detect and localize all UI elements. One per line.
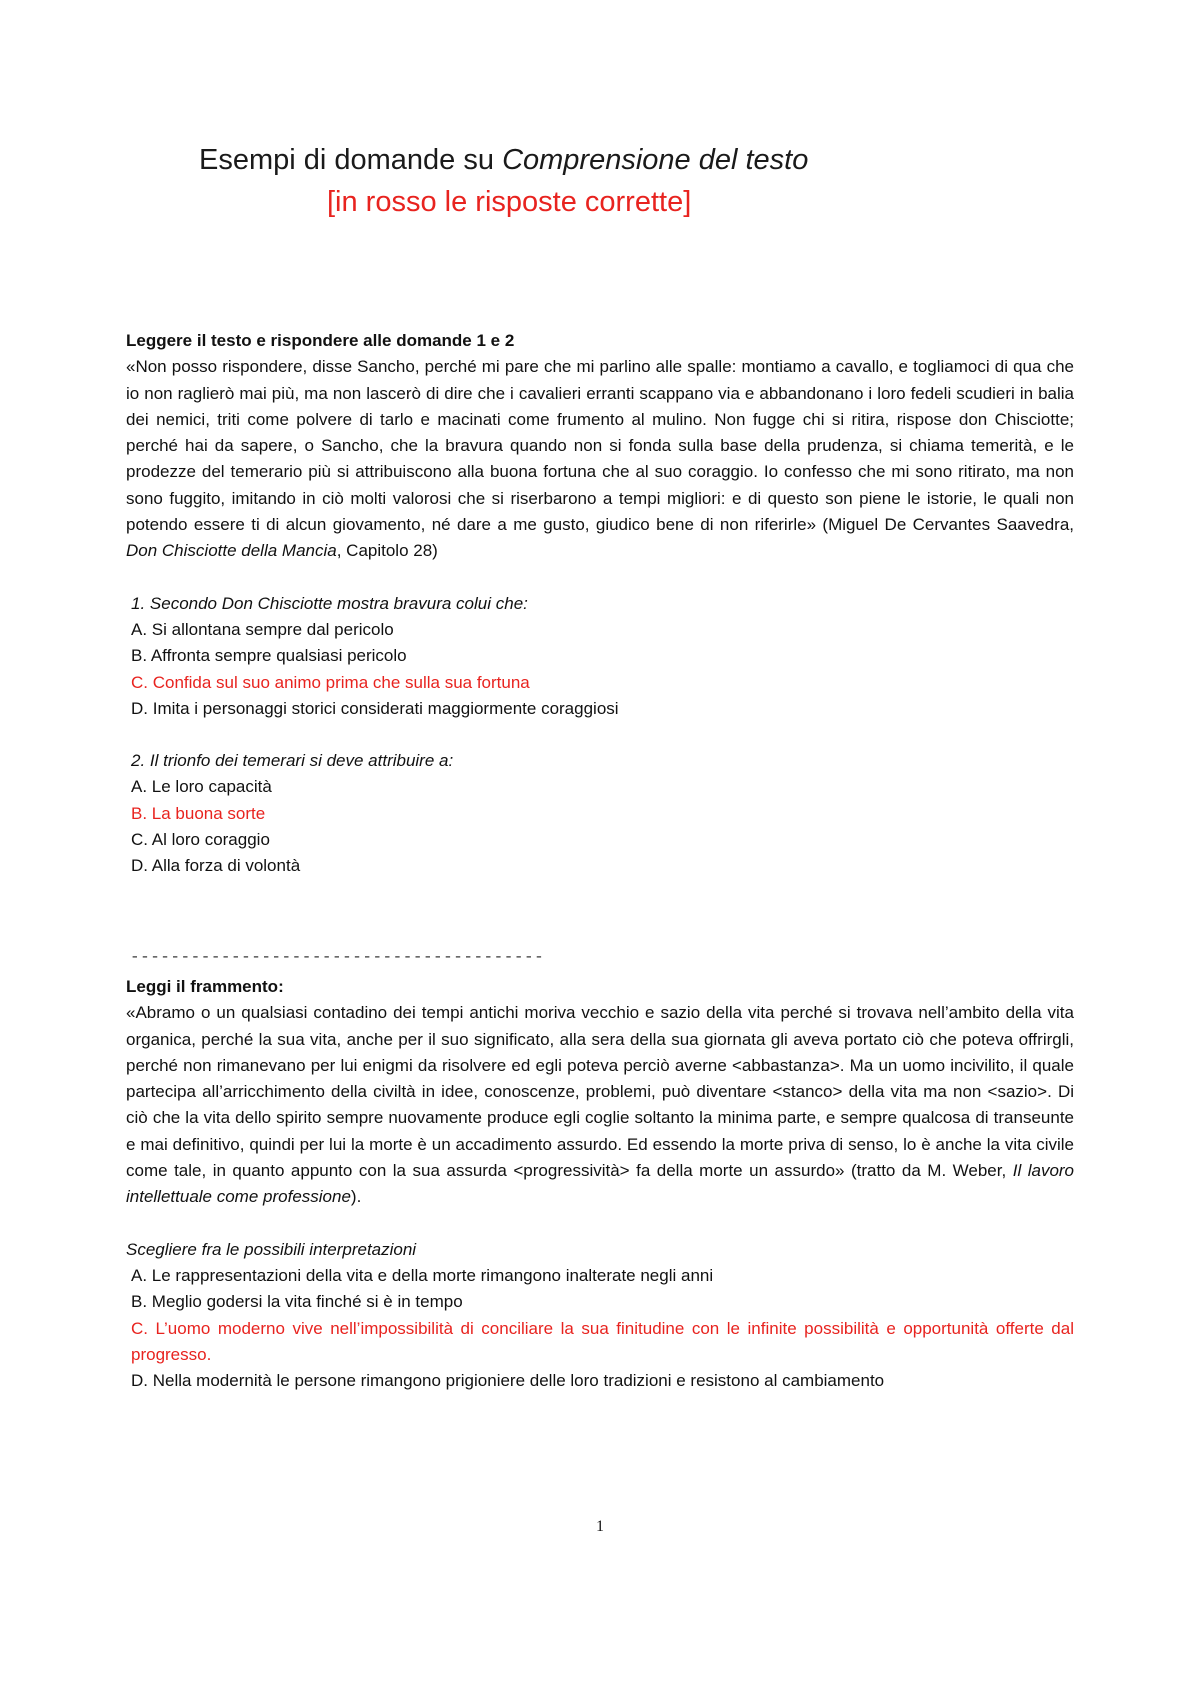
question-2-text: 2. Il trionfo dei temerari si deve attribuire a: <box>131 751 454 771</box>
page-title <box>199 142 808 178</box>
question-3-option-b: B. Meglio godersi la vita finché si è in tempo <box>131 1292 463 1312</box>
citation-prefix: (tratto da M. Weber, <box>844 1161 1013 1181</box>
citation-work: Don Chisciotte della Mancia <box>126 541 337 561</box>
question-1-option-c-correct: C. Confida sul suo animo prima che sulla sua fortuna <box>131 672 530 692</box>
citation-work: Il lavoro intellettuale come professione <box>126 1161 1075 1207</box>
section-2 <box>126 974 1074 1394</box>
question-3-option-a: A. Le rappresentazioni della vita e della morte rimangono inalterate negli anni <box>131 1265 714 1285</box>
question-3-text: Scegliere fra le possibili interpretazioni <box>126 1239 417 1259</box>
passage-text: «Non posso rispondere, disse Sancho, perché mi pare che mi parlino alle spalle: montiamo a cavallo, e togliamoci di qua che io non raglierò mai più, ma non lascerò di dire che i cavalieri erranti scappano via e abbandonano i loro fedeli scudieri in balia dei nemici, triti come polvere di tarlo e macinati come frumento al mulino. Non fugge chi si ritira, rispose don Chisciotte; perché hai da sapere, o Sancho, che la bravura quando non si fonda sulla base della prudenza, si chiama temerità, e le prodezze del temerario più si attribuiscono alla buona fortuna che al suo coraggio. Io confesso che mi sono ritirato, ma non sono fuggito, imitando in ciò molti valorosi che si riserbarono a tempi migliori: e di questo son piene le istorie, le quali non potendo essere ti di alcun giovamento, né dare a me gusto, giudico bene di non riferirle» <box>126 357 1074 535</box>
section-1-heading: Leggere il testo e rispondere alle domande 1 e 2 <box>126 331 515 350</box>
page-number: 1 <box>596 1518 604 1535</box>
question-3-option-c-correct: C. L’uomo moderno vive nell’impossibilità di conciliare la sua finitudine con le infinite possibilità e opportunità offerte dal progresso. <box>131 1318 1074 1364</box>
question-2-option-b-correct: B. La buona sorte <box>131 803 266 823</box>
question-2-option-c: C. Al loro coraggio <box>131 830 270 850</box>
title-emphasis: Comprensione del testo <box>502 144 809 176</box>
title-prefix: Esempi di domande su <box>199 144 503 176</box>
section-1-passage <box>126 354 1074 564</box>
passage-text: «Abramo o un qualsiasi contadino dei tempi antichi moriva vecchio e sazio della vita perché si trovava nell’ambito della vita organica, perché la sua vita, anche per il suo significato, alla sera della sua giornata gli aveva portato ciò che poteva offrirgli, perché non rimanevano per lui enigmi da risolvere ed egli poteva perciò averne <abbastanza>. Ma un uomo incivilito, il quale partecipa all’arricchimento della civiltà in idee, conoscenze, problemi, può diventare <stanco> della vita ma non <sazio>. Di ciò che la vita dello spirito sempre nuovamente produce egli coglie soltanto la minima parte, e sempre qualcosa di transeunte e mai definitivo, quindi per lui la morte è un accadimento assurdo. Ed essendo la morte priva di senso, lo è anche la vita civile come tale, in quanto appunto con la sua assurda <progressività> fa della morte un assurdo» <box>126 1003 1074 1181</box>
citation-suffix: , Capitolo 28) <box>336 541 438 561</box>
question-2-option-d: D. Alla forza di volontà <box>131 856 301 876</box>
citation-prefix: (Miguel De Cervantes Saavedra, <box>816 515 1075 535</box>
citation-suffix: ). <box>350 1187 362 1207</box>
section-2-passage <box>126 1000 1074 1210</box>
question-1-option-d: D. Imita i personaggi storici considerati maggiormente coraggiosi <box>131 698 619 718</box>
section-separator: ----------------------------------------- <box>130 948 545 966</box>
page-subtitle: [in rosso le risposte corrette] <box>327 186 692 218</box>
section-2-heading: Leggi il frammento: <box>126 977 284 996</box>
question-2-option-a: A. Le loro capacità <box>131 777 272 797</box>
section-1 <box>126 328 1074 880</box>
question-1-option-a: A. Si allontana sempre dal pericolo <box>131 619 394 639</box>
question-1-option-b: B. Affronta sempre qualsiasi pericolo <box>131 646 407 666</box>
question-3-option-d: D. Nella modernità le persone rimangono prigioniere delle loro tradizioni e resistono al cambiamento <box>131 1371 885 1391</box>
question-1-text: 1. Secondo Don Chisciotte mostra bravura colui che: <box>131 593 528 613</box>
